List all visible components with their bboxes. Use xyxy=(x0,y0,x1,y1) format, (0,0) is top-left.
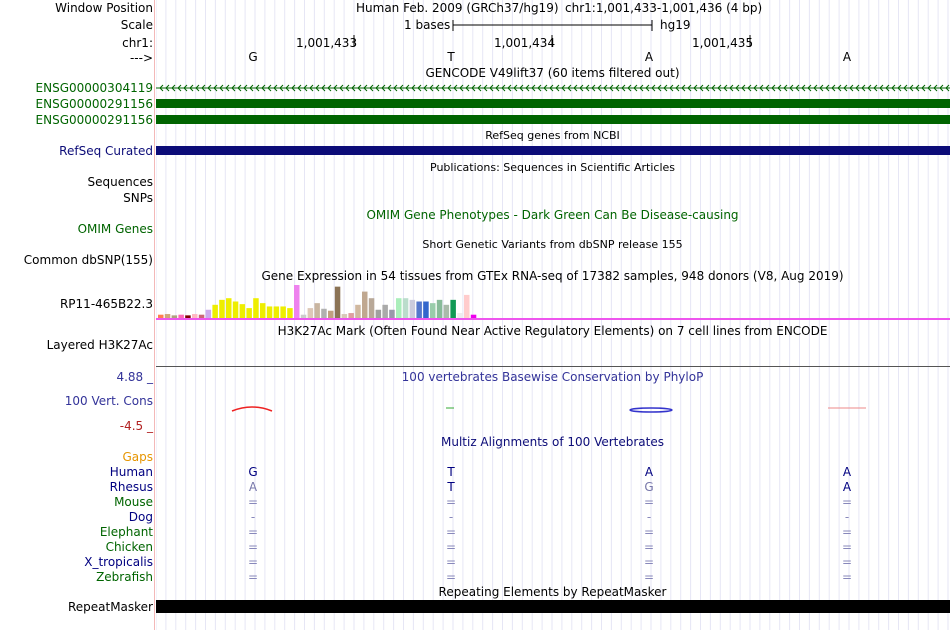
gtex-tissue-bar[interactable] xyxy=(274,306,280,318)
multiz-base: - xyxy=(448,510,454,524)
gtex-baseline xyxy=(156,318,950,320)
multiz-base: = xyxy=(247,540,259,554)
gtex-tissue-bar[interactable] xyxy=(444,305,450,318)
coord-2: 1,001,434 xyxy=(494,36,556,50)
conservation-title[interactable]: 100 vertebrates Basewise Conservation by PhyloP xyxy=(401,370,704,384)
gencode-gene-2-bar[interactable] xyxy=(156,99,950,108)
multiz-base: = xyxy=(247,570,259,584)
coord-1: 1,001,433 xyxy=(296,36,358,50)
window-position-label: Window Position xyxy=(55,1,153,15)
multiz-base: - xyxy=(250,510,256,524)
multiz-base: = xyxy=(643,525,655,539)
multiz-base: = xyxy=(841,570,853,584)
gtex-tissue-bar[interactable] xyxy=(335,287,341,318)
multiz-base: = xyxy=(445,570,457,584)
multiz-base: = xyxy=(445,495,457,509)
gtex-tissue-bar[interactable] xyxy=(280,306,286,318)
multiz-base: = xyxy=(643,495,655,509)
gtex-tissue-bar[interactable] xyxy=(382,305,388,318)
scale-db: hg19 xyxy=(660,18,691,32)
gtex-tissue-bar[interactable] xyxy=(437,300,443,318)
multiz-base: = xyxy=(247,495,259,509)
gtex-tissue-bar[interactable] xyxy=(362,292,368,318)
conservation-label[interactable]: 100 Vert. Cons xyxy=(64,394,153,408)
multiz-base: = xyxy=(643,555,655,569)
gtex-tissue-bar[interactable] xyxy=(226,298,232,318)
multiz-base: = xyxy=(445,555,457,569)
scale-bar xyxy=(452,18,657,32)
gtex-tissue-bar[interactable] xyxy=(233,302,239,319)
gtex-tissue-bar[interactable] xyxy=(396,298,402,318)
multiz-title[interactable]: Multiz Alignments of 100 Vertebrates xyxy=(440,435,665,449)
gtex-tissue-bar[interactable] xyxy=(246,308,252,318)
multiz-base: A xyxy=(842,480,852,494)
coord-ticks xyxy=(350,33,760,49)
dbsnp-title[interactable]: Short Genetic Variants from dbSNP release 155 xyxy=(422,238,683,251)
repeatmasker-bar[interactable] xyxy=(156,600,950,613)
multiz-base: A xyxy=(248,480,258,494)
gtex-tissue-bar[interactable] xyxy=(450,300,456,318)
multiz-base: = xyxy=(841,555,853,569)
gencode-item-2[interactable]: ENSG00000291156 xyxy=(35,97,153,111)
publications-snps-label[interactable]: SNPs xyxy=(123,191,153,205)
gtex-tissue-bar[interactable] xyxy=(430,303,436,318)
dbsnp-label[interactable]: Common dbSNP(155) xyxy=(23,253,153,267)
multiz-base: = xyxy=(247,525,259,539)
refseq-gene-bar[interactable] xyxy=(156,146,950,155)
gtex-tissue-bar[interactable] xyxy=(376,310,382,318)
gencode-item-3[interactable]: ENSG00000291156 xyxy=(35,113,153,127)
refseq-title[interactable]: RefSeq genes from NCBI xyxy=(485,129,620,142)
position-text[interactable]: chr1:1,001,433-1,001,436 (4 bp) xyxy=(565,1,763,15)
multiz-base: G xyxy=(248,465,258,479)
gtex-tissue-bar[interactable] xyxy=(212,305,218,318)
gtex-tissue-bar[interactable] xyxy=(321,309,327,318)
gtex-title[interactable]: Gene Expression in 54 tissues from GTEx RNA-seq of 17382 samples, 948 donors (V8, Aug 2019) xyxy=(261,269,844,283)
scale-text: 1 bases xyxy=(404,18,451,32)
base-4: A xyxy=(842,50,852,64)
gtex-tissue-bar[interactable] xyxy=(294,285,300,318)
multiz-base: - xyxy=(844,510,850,524)
publications-title[interactable]: Publications: Sequences in Scientific Articles xyxy=(430,161,675,174)
gtex-tissue-bar[interactable] xyxy=(308,308,314,318)
gtex-label[interactable]: RP11-465B22.3 xyxy=(59,297,153,311)
gtex-tissue-bar[interactable] xyxy=(314,303,320,318)
multiz-base: A xyxy=(644,465,654,479)
multiz-species-label[interactable]: Zebrafish xyxy=(96,570,153,584)
multiz-base: A xyxy=(842,465,852,479)
conservation-max: 4.88 _ xyxy=(116,370,153,384)
gtex-tissue-bar[interactable] xyxy=(253,298,259,318)
gtex-tissue-bar[interactable] xyxy=(389,310,395,318)
omim-label[interactable]: OMIM Genes xyxy=(77,222,153,236)
multiz-species-label[interactable]: Mouse xyxy=(114,495,153,509)
gtex-tissue-bar[interactable] xyxy=(219,300,225,318)
assembly-title: Human Feb. 2009 (GRCh37/hg19) xyxy=(356,1,559,15)
repeatmasker-label[interactable]: RepeatMasker xyxy=(67,600,153,614)
gtex-tissue-bar[interactable] xyxy=(267,306,273,318)
h3k27ac-title[interactable]: H3K27Ac Mark (Often Found Near Active Regulatory Elements) on 7 cell lines from ENCODE xyxy=(277,324,828,338)
multiz-base: = xyxy=(841,495,853,509)
multiz-base: = xyxy=(841,540,853,554)
gtex-tissue-bar[interactable] xyxy=(464,295,470,318)
multiz-species-label[interactable]: Rhesus xyxy=(109,480,153,494)
publications-sequences-label[interactable]: Sequences xyxy=(87,175,153,189)
gtex-tissue-bar[interactable] xyxy=(410,300,416,318)
h3k27ac-baseline xyxy=(156,366,950,367)
multiz-species-label[interactable]: Dog xyxy=(128,510,153,524)
multiz-species-label[interactable]: Human xyxy=(109,465,153,479)
refseq-label[interactable]: RefSeq Curated xyxy=(59,144,153,158)
multiz-base: = xyxy=(643,540,655,554)
gtex-tissue-bar[interactable] xyxy=(423,302,429,319)
scale-label: Scale xyxy=(120,18,153,32)
gencode-gene-3-bar[interactable] xyxy=(156,115,950,124)
multiz-base: T xyxy=(447,480,455,494)
conservation-min: -4.5 _ xyxy=(119,419,153,433)
multiz-species-label[interactable]: Chicken xyxy=(105,540,153,554)
base-2: T xyxy=(447,50,455,64)
multiz-species-label[interactable]: X_tropicalis xyxy=(84,555,153,569)
chr-label: chr1: xyxy=(122,36,153,50)
conservation-wiggle[interactable] xyxy=(156,400,950,420)
omim-title[interactable]: OMIM Gene Phenotypes - Dark Green Can Be Disease-causing xyxy=(366,208,739,222)
gtex-bar-chart[interactable] xyxy=(156,284,950,320)
strand-label: ---> xyxy=(129,51,153,65)
multiz-base: = xyxy=(643,570,655,584)
gtex-tissue-bar[interactable] xyxy=(328,311,334,318)
gtex-tissue-bar[interactable] xyxy=(260,303,266,318)
gencode-gene-1-line[interactable] xyxy=(156,83,950,93)
multiz-base: = xyxy=(247,555,259,569)
multiz-gaps-label[interactable]: Gaps xyxy=(122,450,153,464)
base-3: A xyxy=(644,50,654,64)
sidebar-divider xyxy=(154,0,155,630)
multiz-base: = xyxy=(445,540,457,554)
base-1: G xyxy=(248,50,258,64)
gtex-tissue-bar[interactable] xyxy=(240,304,246,318)
multiz-base: G xyxy=(644,480,654,494)
repeatmasker-title[interactable]: Repeating Elements by RepeatMasker xyxy=(438,585,667,599)
gtex-tissue-bar[interactable] xyxy=(206,310,212,318)
multiz-base: = xyxy=(445,525,457,539)
gtex-tissue-bar[interactable] xyxy=(403,298,409,318)
gencode-title[interactable]: GENCODE V49lift37 (60 items filtered out) xyxy=(425,66,680,80)
multiz-species-label[interactable]: Elephant xyxy=(99,525,153,539)
multiz-base: T xyxy=(447,465,455,479)
gtex-tissue-bar[interactable] xyxy=(416,302,422,319)
multiz-base: = xyxy=(841,525,853,539)
gtex-tissue-bar[interactable] xyxy=(369,298,375,318)
gtex-tissue-bar[interactable] xyxy=(355,305,361,318)
gencode-item-1[interactable]: ENSG00000304119 xyxy=(35,81,153,95)
coord-3: 1,001,435 xyxy=(692,36,754,50)
multiz-base: - xyxy=(646,510,652,524)
h3k27ac-label[interactable]: Layered H3K27Ac xyxy=(46,338,153,352)
gtex-tissue-bar[interactable] xyxy=(287,308,293,318)
